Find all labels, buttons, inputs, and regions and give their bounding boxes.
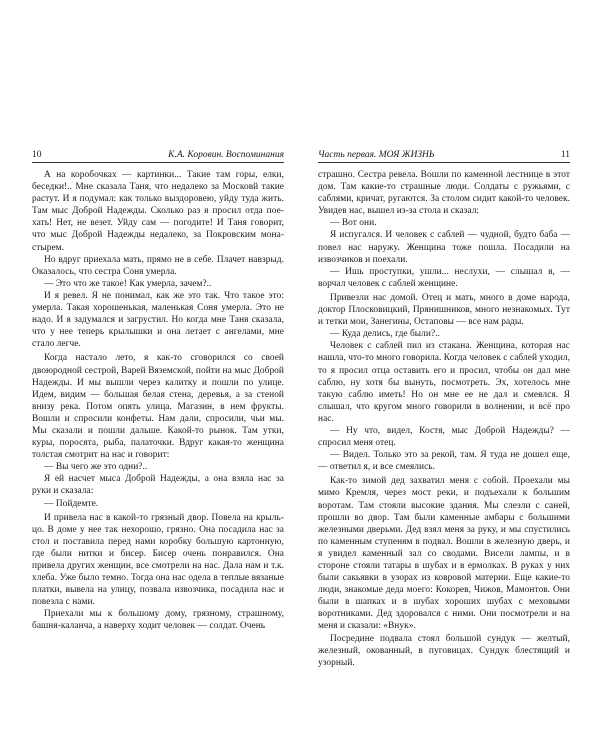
paragraph: страшно. Сестра ревела. Вошли по каменной лестнице в этот дом. Там какие-то страшные люди. Солдаты с ружьями, с саблями, кричат, ругаются. За столом сидит какой-то человек. Увидев нас, вышел из-за стола и сказал: [318,170,570,217]
paragraph: — Ишь проступки, ушли... неслухи, — слышал я, — ворчал человек с саблей женщине. [318,266,570,289]
paragraph: Человек с саблей пил из стакана. Женщина, которая нас нашла, что-то много говорила. Когда человек с саблей уходил, то я просил отца оставить его и просил, чтобы он дал мне саблю, ну хотя бы вынуть, посмотреть. Эх, хотелось мне такую саблю иметь! Но он мне ее не дал и смеялся. Я слышал, что кругом много говорили в волнении, и всё про нас. [318,341,571,424]
right-page-body [318,169,570,669]
paragraph: — Пойдемте. [44,498,99,509]
paragraph: И я ревел. Я не понимал, как же это так. Что такое это: умерла. Такая хорошенькая, маленькая Соня умерла. Это не надо. И я задумался и загрустил. Но когда мне Таня сказала, что у нее теперь крылышки и она летает с ангелами, мне стало легче. [32,290,284,350]
page-number: 10 [32,150,42,160]
paragraph: Как-то зимой дед захватил меня с собой. Проехали мы мимо Кремля, через мост реки, и подъехали к большим воротам. Там стояли высокие здания. Мы слезли с саней, прошли во двор. Там были каменные амбары с большими железными дверьми. Дед взял меня за руку, и мы спустились по каменным ступеням в подвал. Вошли в железную дверь, и я увидел каменный зал со сводами. Висели лампы, и в стороне стояли татары в шубах и в ермолках. В руках у них были сакьявки в узорах из ковровой материи. Еще какие-то люди, знакомые деда моего: Кокорев, Чижов, Мамонтов. Они были в шапках и в шубах хороших шубах с меховыми воротниками. Дед здоровался с ними. Они посмотрели и на меня и сказали: «Внук». [318,476,570,632]
paragraph: Я испугался. И человек с саблей — чудной, будто баба — повел нас наружу. Женщина тоже пошла. Посадили на извозчиков и поехали. [318,230,570,265]
paragraph: — Вот они. [330,218,377,229]
paragraph: — Вы чего же это одни?.. [44,462,148,473]
paragraph: — Ну что, видел, Костя, мыс Доброй Надежды? — спросил меня отец. [318,425,570,449]
paragraph: Привезли нас домой. Отец и мать, много в доме народа, доктор Плосковицкий, Прянишников, много незнакомых. Тут и тетки мои, Занегины, Остаповы — все нам рады. [318,292,570,328]
running-title: Часть первая. МОЯ ЖИЗНЬ [318,150,435,160]
page-number: 11 [560,150,570,160]
left-page-header [32,148,284,163]
left-page-body [32,169,284,633]
paragraph: Я ей насчет мыса Доброй Надежды, а она взяла нас за руки и сказала: [32,474,284,497]
paragraph: Но вдруг приехала мать, прямо не в себе. Плачет навзрыд. Оказалось, что сестра Соня умерла. [32,254,284,277]
paragraph: Приехали мы к большому дому, грязному, страшному, башня-каланча, а наверху ходит человек — солдат. Очень [32,609,284,632]
paragraph: — Это что же такое! Как умерла, зачем?.. [44,278,212,289]
paragraph: Когда настало лето, я как-то сговорился со своей двоюродной сестрой, Варей Вяземской, пойти на мыс Доброй Надежды. И мы вышли через калитку и пошли по улице. Идем, видим — большая белая стена, деревья, а за стеной внизу река. Потом опять улица. Магазин, в нем фрукты. Вошли и спросили конфеты. Нам дали, спросили, чьи мы. Мы сказали и пошли дальше. Какой-то рынок. Там утки, куры, поросята, рыба, палаточки. Вдруг какая-то женщина толстая смотрит на нас и говорит: [32,353,284,461]
running-title: К.А. Коровин. Воспоминания [168,150,284,160]
paragraph: — Видел. Только это за рекой, там. Я туда не дошел еще, — ответил я, и все смеялись. [318,450,570,473]
paragraph: И привела нас в какой-то грязный двор. Повела на крыль-цо. В доме у нее так нехорошо, грязно. Она посадила нас за стол и поставила перед нами коробку большую картонную, где были нитки и бисер. Бисер очень понравился. Она привела других женщин, все смотрели на нас. Дала нам и т.к. хлеба. Уже было темно. Тогда она нас одела в теплые вязаные платки, вывела на улицу, позвала извозчика, посадила нас и повезла с нами. [32,512,284,608]
paragraph: А на коробочках — картинки... Такие там горы, елки, беседки!.. Мне сказала Таня, что недалеко за Московй такие растут. И я подумал: как только выздоровею, уйду туда жить. Там мыс Доброй Надежды. Сколько раз я просил отда пое-хать! Нет, не везет. Уйду сам — погодите! И Таня говорит, что мыс Доброй Надежды недалеко, за Покровским мона-стырем. [32,170,284,253]
paragraph: — Куда делись, где были?.. [330,329,440,340]
right-page [300,0,600,750]
right-page-header [318,148,570,163]
paragraph: Посредине подвала стоял большой сундук — желтый, железный, окованный, в пуговицах. Сундук блестящий и узорный. [318,633,570,668]
